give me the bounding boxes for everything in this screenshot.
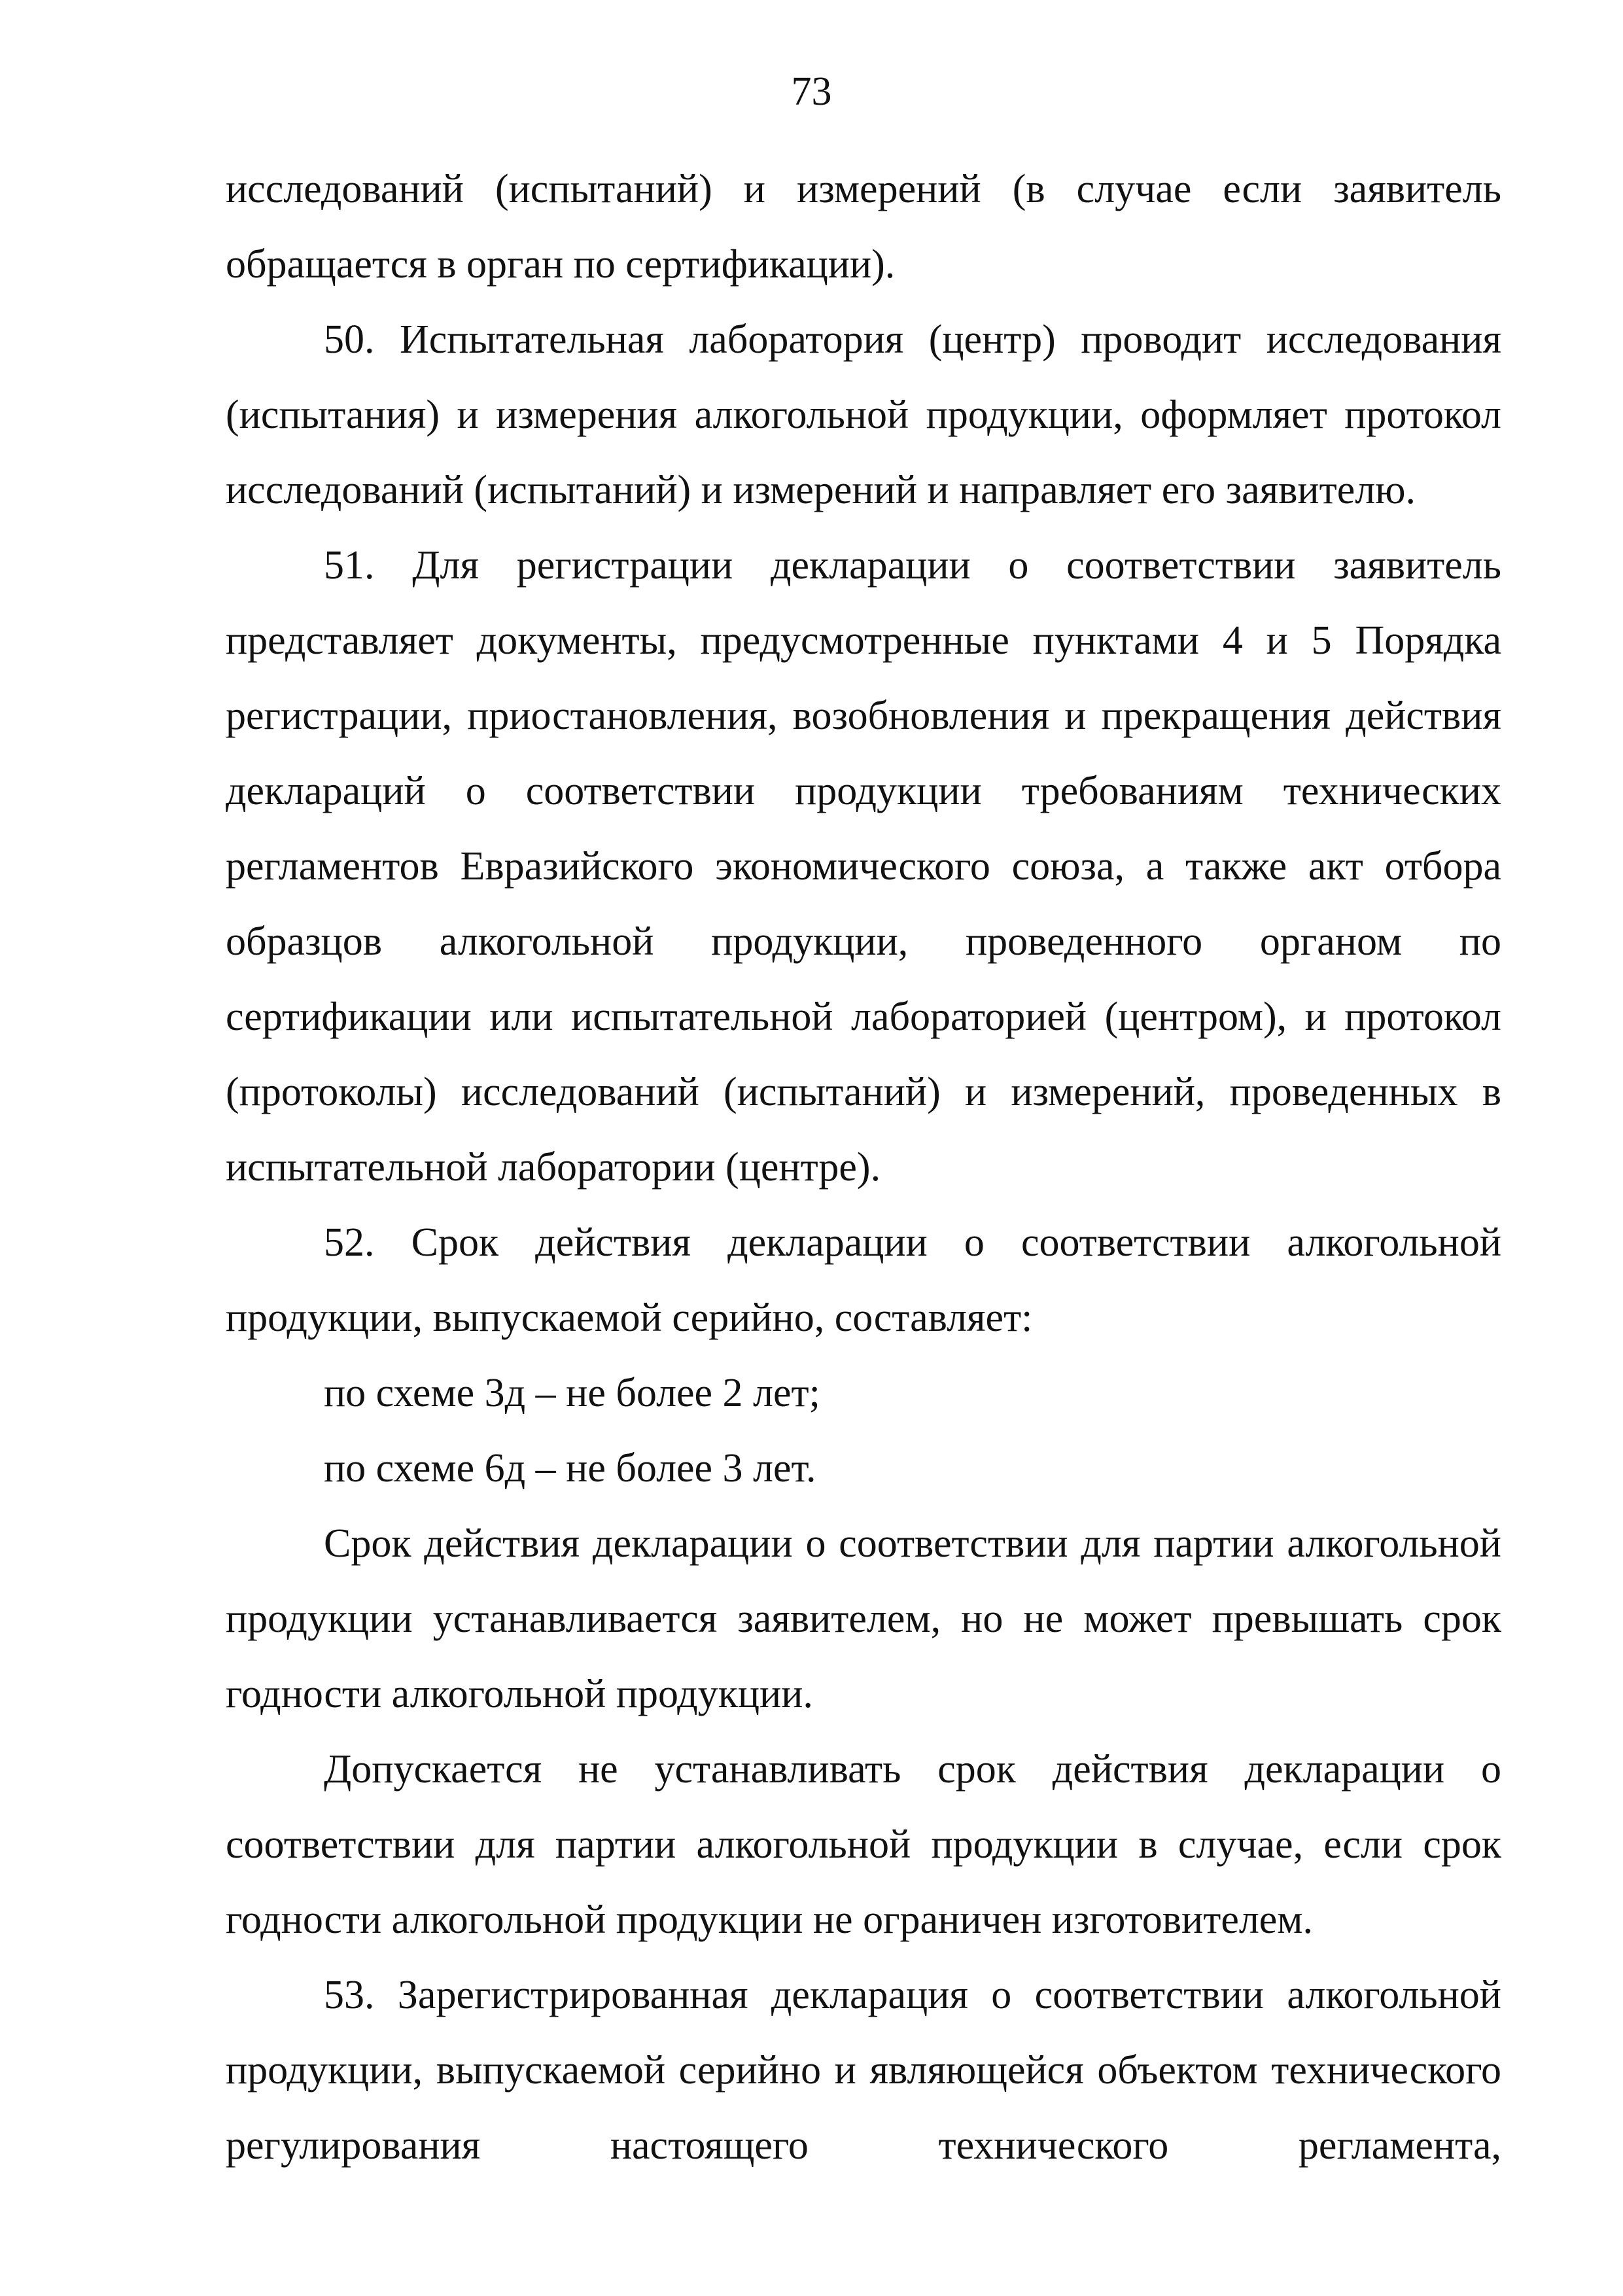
page-number: 73 <box>791 69 832 114</box>
paragraph-continuation: исследований (испытаний) и измерений (в случае если заявитель обращается в орган по сертификации). <box>226 167 1501 287</box>
document-body <box>226 152 1501 2183</box>
scheme-3d-line: по схеме 3д – не более 2 лет; <box>324 1371 820 1415</box>
paragraph-51: 51. Для регистрации декларации о соответствии заявитель представляет документы, предусмотренные пунктами 4 и 5 Порядка регистрации, приостановления, возобновления и прекращения действия деклараций о соответствии продукции требованиям технических регламентов Евразийского экономического союза, а также акт отбора образцов алкогольной продукции, проведенного органом по сертификации или испытательной лабораторией (центром), и протокол (протоколы) исследований (испытаний) и измерений, проведенных в испытательной лаборатории (центре). <box>226 543 1501 1190</box>
paragraph-50: 50. Испытательная лаборатория (центр) проводит исследования (испытания) и измерения алкогольной продукции, оформляет протокол исследований (испытаний) и измерений и направляет его заявителю. <box>226 317 1501 512</box>
paragraph-52: 52. Срок действия декларации о соответствии алкогольной продукции, выпускаемой серийно, составляет: <box>226 1220 1501 1340</box>
paragraph-batch-validity: Срок действия декларации о соответствии для партии алкогольной продукции устанавливается заявителем, но не может превышать срок годности алкогольной продукции. <box>226 1521 1501 1716</box>
scheme-6d-line: по схеме 6д – не более 3 лет. <box>324 1446 816 1491</box>
paragraph-53: 53. Зарегистрированная декларация о соответствии алкогольной продукции, выпускаемой серийно и являющейся объектом технического регулирования настоящего технического регламента, <box>226 1973 1501 2168</box>
paragraph-no-validity: Допускается не устанавливать срок действия декларации о соответствии для партии алкогольной продукции в случае, если срок годности алкогольной продукции не ограничен изготовителем. <box>226 1747 1501 1942</box>
